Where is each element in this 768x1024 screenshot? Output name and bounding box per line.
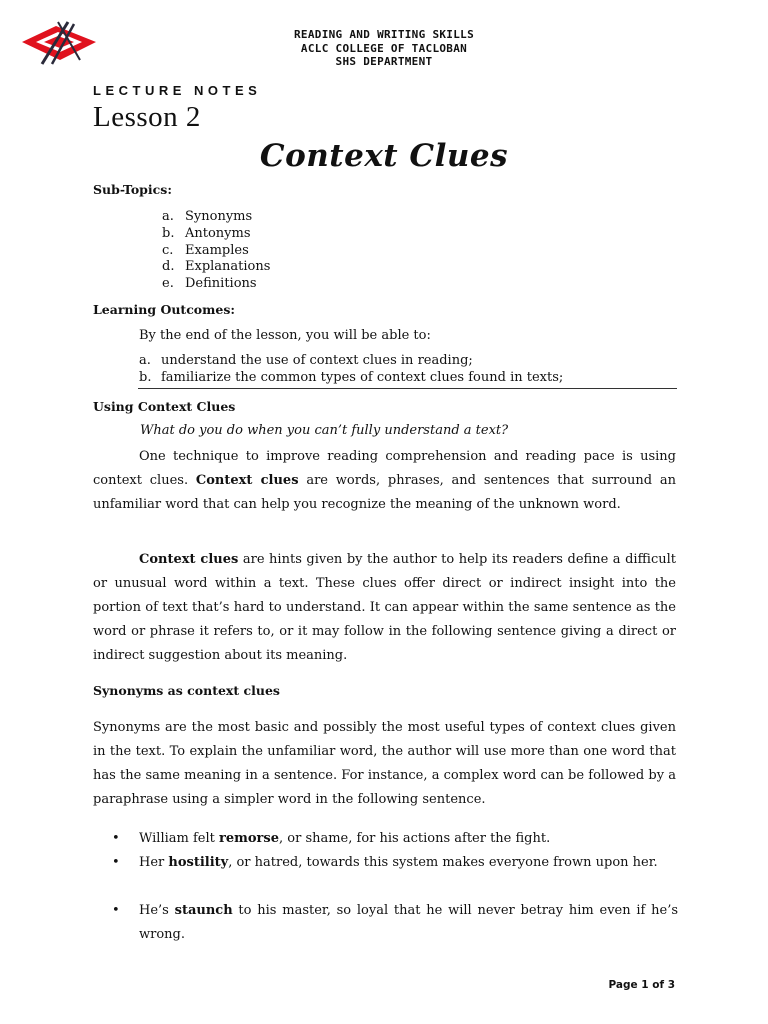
outcomes-heading: Learning Outcomes: [93, 302, 235, 317]
subtopic-item: e. Definitions [162, 276, 257, 291]
paragraph-technique: One technique to improve reading comprehension and reading pace is using context clues. Context clues are words, phrases, and sentences that surround an unfamiliar word that can help you recognize the meaning of the unknown word. [93, 449, 676, 512]
example-bullet: • He’s staunch to his master, so loyal that he will never betray him even if he’s wrong. [112, 903, 678, 942]
lesson-title: Lesson 2 [93, 101, 201, 133]
subtopic-item: d. Explanations [162, 259, 271, 274]
outcome-item: b. familiarize the common types of context clues found in texts; [139, 370, 564, 385]
subtopic-item: c. Examples [162, 243, 249, 258]
topic-title: Context Clues [259, 138, 509, 174]
subtopics-heading: Sub-Topics: [93, 182, 172, 197]
header-line-3: SHS DEPARTMENT [335, 55, 433, 68]
paragraph-synonyms: Synonyms are the most basic and possibly the most useful types of context clues given in the text. To explain the unfamiliar word, the author will use more than one word that has the same meaning in a sentence. For instance, a complex word can be followed by a paraphrase using a simpler word in the following sentence. [93, 720, 676, 807]
synonyms-heading: Synonyms as context clues [93, 683, 280, 698]
example-bullet: • William felt remorse, or shame, for his actions after the fight. [112, 831, 551, 846]
outcome-item: a. understand the use of context clues in reading; [139, 353, 473, 368]
header-line-1: READING AND WRITING SKILLS [294, 28, 474, 41]
lecture-notes-label: LECTURE NOTES [93, 83, 262, 98]
example-bullet: • Her hostility, or hatred, towards this system makes everyone frown upon her. [112, 855, 658, 870]
paragraph-definition: Context clues are hints given by the author to help its readers define a difficult or unusual word within a text. These clues offer direct or indirect insight into the portion of text that’s hard to understand. It can appear within the same sentence as the word or phrase it refers to, or it may follow in the following sentence giving a direct or indirect suggestion about its meaning. [93, 552, 676, 663]
header-line-2: ACLC COLLEGE OF TACLOBAN [300, 42, 468, 55]
page-number: Page 1 of 3 [608, 979, 675, 991]
divider [138, 388, 677, 389]
guiding-question: What do you do when you can’t fully understand a text? [140, 423, 509, 438]
subtopic-item: a. Synonyms [162, 209, 253, 224]
using-context-clues-heading: Using Context Clues [93, 399, 236, 414]
outcomes-intro: By the end of the lesson, you will be able to: [139, 328, 431, 343]
subtopic-item: b. Antonyms [162, 226, 251, 241]
